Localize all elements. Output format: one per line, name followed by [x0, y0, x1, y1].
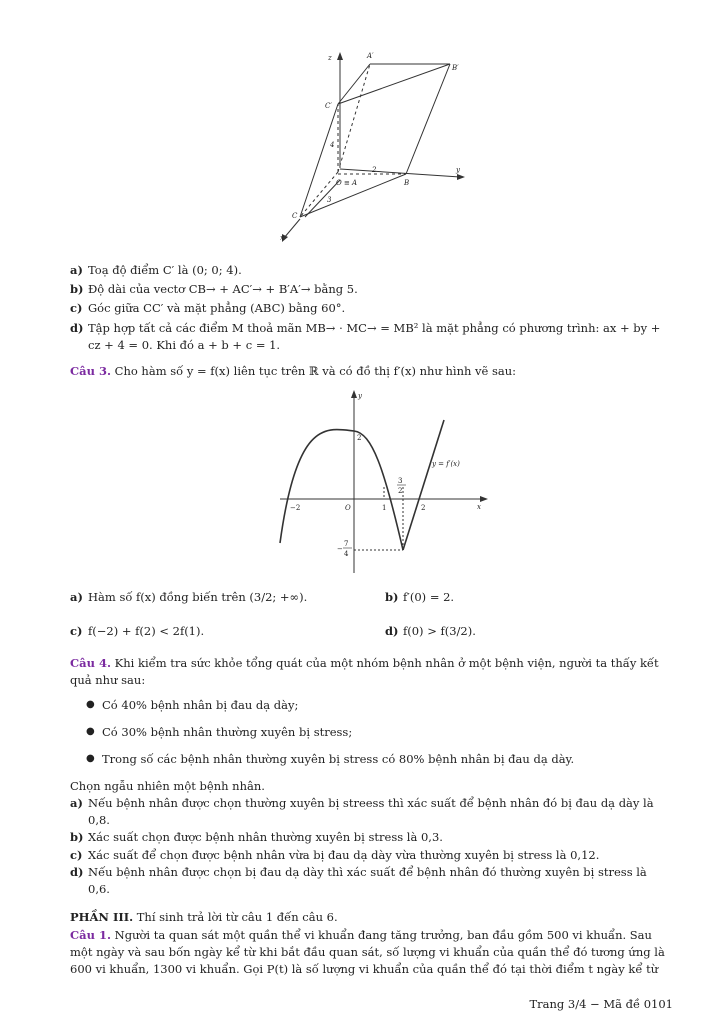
page-footer: Trang 3/4 − Mã đề 0101 [529, 997, 673, 1011]
bullet-icon: ● [86, 699, 95, 710]
part3-heading: PHẦN III. Thí sinh trả lời từ câu 1 đến câu 6. [70, 910, 338, 924]
part3-q1-line3: 600 vi khuẩn, 1300 vi khuẩn. Gọi P(t) là số lượng vi khuẩn của quần thể đó tại thời điểm t ngày kể từ [70, 962, 659, 976]
q4-bullet-1: Có 40% bệnh nhân bị đau dạ dày; [102, 698, 299, 712]
part3-q1-line2: một ngày và sau bốn ngày kể từ khi bắt đầu quan sát, số lượng vi khuẩn của quần thể đó tương ứng là [70, 945, 665, 959]
prism-figure [270, 42, 480, 247]
bullet-icon: ● [86, 753, 95, 764]
derivative-graph [272, 388, 494, 578]
q2-option-d: d) Tập hợp tất cả các điểm M thoả mãn MB→ · MC→ = MB² là mặt phẳng có phương trình: ax + by + [70, 321, 661, 335]
q4-option-d: d) Nếu bệnh nhân được chọn bị đau dạ dày thì xác suất để bệnh nhân đó thường xuyên bị stress là [70, 865, 647, 879]
label-2: 2 [372, 166, 377, 174]
q4-stem-cont: quả như sau: [70, 673, 146, 687]
label-x: x [280, 234, 284, 242]
label-a-prime: A′ [367, 52, 374, 60]
q4-option-d-cont: 0,6. [88, 882, 110, 896]
part3-q1-line1: Câu 1. Người ta quan sát một quần thể vi khuẩn đang tăng trưởng, ban đầu gồm 500 vi khuẩn. Sau [70, 928, 652, 942]
q2-option-a: a) Toạ độ điểm C′ là (0; 0; 4). [70, 263, 242, 277]
q4-pick: Chọn ngẫu nhiên một bệnh nhân. [70, 779, 265, 793]
label-a: O ≡ A [336, 179, 358, 187]
label-y: y [456, 166, 460, 174]
graph-y-label: y [358, 392, 362, 400]
q3-option-b: b) f′(0) = 2. [385, 590, 455, 604]
tick-minus-2: −2 [290, 504, 301, 512]
graph-curve-label: y = f′(x) [432, 460, 460, 468]
label-b-prime: B′ [452, 64, 459, 72]
q4-option-b: b) Xác suất chọn được bệnh nhân thường xuyên bị stress là 0,3. [70, 830, 443, 844]
tick-1: 1 [382, 504, 387, 512]
tick-y-2: 2 [357, 434, 362, 442]
q3-stem: Câu 3. Cho hàm số y = f(x) liên tục trên ℝ và có đồ thị f′(x) như hình vẽ sau: [70, 364, 517, 378]
label-z: z [328, 54, 332, 62]
q4-option-a-cont: 0,8. [88, 813, 110, 827]
q3-option-a: a) Hàm số f(x) đồng biến trên (3/2; +∞). [70, 590, 308, 604]
tick-minus-sign: − [337, 545, 343, 553]
q3-option-d: d) f(0) > f(3/2). [385, 624, 476, 638]
graph-x-label: x [477, 503, 481, 511]
bullet-icon: ● [86, 726, 95, 737]
q2-option-c: c) Góc giữa CC′ và mặt phẳng (ABC) bằng 60°. [70, 301, 346, 315]
q4-option-a: a) Nếu bệnh nhân được chọn thường xuyên bị streess thì xác suất để bệnh nhân đó bị đau dạ dày là [70, 796, 654, 810]
label-c-prime: C′ [325, 102, 332, 110]
q4-stem: Câu 4. Khi kiểm tra sức khỏe tổng quát của một nhóm bệnh nhân ở một bệnh viện, người ta thấy kết [70, 656, 659, 670]
label-c: C [292, 212, 298, 220]
q2-option-d-cont: cz + 4 = 0. Khi đó a + b + c = 1. [88, 338, 281, 352]
q3-option-c: c) f(−2) + f(2) < 2f(1). [70, 624, 205, 638]
label-3: 3 [327, 196, 332, 204]
tick-2: 2 [421, 504, 426, 512]
tick-origin: O [345, 504, 351, 512]
q4-option-c: c) Xác suất để chọn được bệnh nhân vừa bị đau dạ dày vừa thường xuyên bị stress là 0,12. [70, 848, 600, 862]
tick-three-halves-den: 2 [398, 487, 403, 495]
q4-bullet-2: Có 30% bệnh nhân thường xuyên bị stress; [102, 725, 353, 739]
label-b: B [404, 179, 410, 187]
q4-bullet-3: Trong số các bệnh nhân thường xuyên bị stress có 80% bệnh nhân bị đau dạ dày. [102, 752, 575, 766]
tick-seven-fourths-den: 4 [344, 550, 349, 558]
tick-seven-fourths-num: 7 [344, 540, 349, 548]
tick-three-halves-num: 3 [398, 477, 403, 485]
label-4: 4 [330, 141, 335, 149]
q2-option-b: b) Độ dài của vectơ CB→ + AC′→ + B′A′→ bằng 5. [70, 282, 358, 296]
